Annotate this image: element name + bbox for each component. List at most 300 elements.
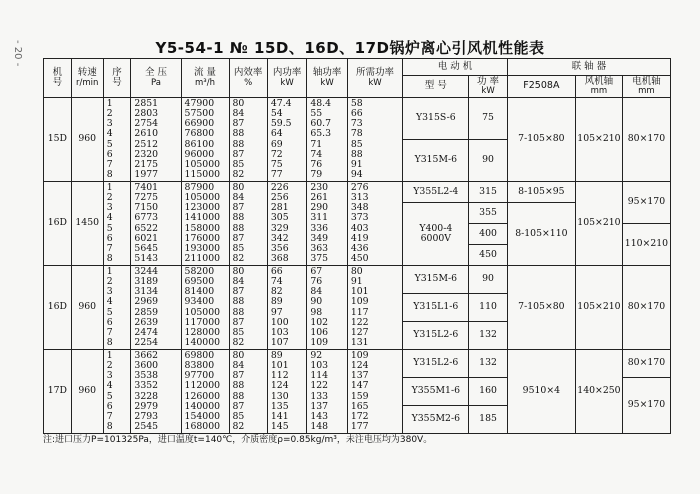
- cell-flow: 97700: [184, 370, 215, 382]
- cell-efficiency: 87: [232, 286, 245, 298]
- cell-pressure: 6522: [134, 222, 159, 234]
- cell-required-power: 88: [350, 148, 363, 160]
- cell-seq-list: [103, 182, 131, 266]
- cell-internal-power-list: [267, 266, 306, 350]
- cell-motor-model: Y400-4 6000V: [403, 203, 469, 266]
- cell-motor-model: Y355M2-6: [403, 406, 469, 434]
- cell-flow-list: [181, 350, 229, 434]
- table-row: [44, 266, 671, 294]
- cell-internal-power: 100: [270, 316, 289, 328]
- cell-motor-power: 75: [469, 98, 507, 140]
- cell-pressure: 6021: [134, 232, 159, 244]
- cell-efficiency: 88: [232, 296, 245, 308]
- cell-pressure: 2545: [134, 420, 159, 432]
- cell-flow: 81400: [184, 286, 215, 298]
- header-coupling-model: F2508A: [507, 76, 575, 98]
- cell-shaft-power: 103: [310, 360, 329, 372]
- cell-seq: 3: [106, 118, 113, 130]
- cell-required-power: 109: [350, 296, 369, 308]
- cell-required-power: 78: [350, 128, 363, 140]
- cell-efficiency: 80: [232, 350, 245, 362]
- cell-shaft-power-list: [307, 350, 348, 434]
- cell-shaft-power-list: [307, 98, 348, 182]
- cell-shaft-power: 106: [310, 326, 329, 338]
- cell-efficiency: 87: [232, 202, 245, 214]
- cell-seq: 5: [106, 390, 113, 402]
- cell-seq: 5: [106, 306, 113, 318]
- cell-flow: 126000: [184, 390, 221, 402]
- header-motor-power: 功 率 kW: [469, 76, 507, 98]
- cell-flow: 105000: [184, 192, 221, 204]
- cell-seq: 6: [106, 316, 113, 328]
- performance-table: [43, 58, 671, 434]
- cell-shaft-power: 349: [310, 232, 329, 244]
- cell-seq: 7: [106, 158, 113, 170]
- cell-seq: 8: [106, 168, 113, 180]
- cell-motor-model: Y315L2-6: [403, 350, 469, 378]
- cell-coupling: 9510×4: [507, 350, 575, 434]
- cell-internal-power: 141: [270, 410, 289, 422]
- cell-motor-power: 355: [469, 203, 507, 224]
- cell-shaft-power: 137: [310, 400, 329, 412]
- cell-required-power: 91: [350, 276, 363, 288]
- cell-pressure: 2754: [134, 118, 159, 130]
- cell-seq: 4: [106, 128, 113, 140]
- cell-motor-model: Y315L2-6: [403, 322, 469, 350]
- cell-internal-power: 130: [270, 390, 289, 402]
- cell-internal-power: 101: [270, 360, 289, 372]
- cell-efficiency: 87: [232, 370, 245, 382]
- cell-internal-power: 66: [270, 266, 283, 278]
- cell-flow: 140000: [184, 336, 221, 348]
- cell-efficiency: 80: [232, 98, 245, 110]
- cell-shaft-power: 363: [310, 242, 329, 254]
- cell-seq: 8: [106, 336, 113, 348]
- cell-model: 17D: [44, 350, 72, 434]
- cell-efficiency-list: [229, 266, 267, 350]
- cell-pressure: 5143: [134, 252, 159, 264]
- cell-internal-power: 77: [270, 168, 283, 180]
- cell-internal-power: 368: [270, 252, 289, 264]
- cell-internal-power: 107: [270, 336, 289, 348]
- cell-motor-power: 90: [469, 140, 507, 182]
- cell-required-power: 313: [350, 192, 369, 204]
- cell-flow: 105000: [184, 306, 221, 318]
- cell-shaft-power-list: [307, 182, 348, 266]
- cell-required-power: 80: [350, 266, 363, 278]
- cell-shaft-power: 143: [310, 410, 329, 422]
- cell-flow: 112000: [184, 380, 221, 392]
- cell-shaft-power: 67: [310, 266, 323, 278]
- cell-flow: 69500: [184, 276, 215, 288]
- cell-flow: 47900: [184, 98, 215, 110]
- cell-efficiency: 88: [232, 138, 245, 150]
- cell-seq: 7: [106, 410, 113, 422]
- cell-speed: 960: [71, 266, 103, 350]
- cell-shaft-power: 109: [310, 336, 329, 348]
- cell-pressure: 3134: [134, 286, 159, 298]
- cell-internal-power: 112: [270, 370, 289, 382]
- cell-pressure: 3600: [134, 360, 159, 372]
- cell-flow: 154000: [184, 410, 221, 422]
- cell-required-power-list: [347, 182, 402, 266]
- cell-fan-shaft: 105×210: [575, 98, 622, 182]
- cell-required-power-list: [347, 350, 402, 434]
- cell-seq: 6: [106, 148, 113, 160]
- cell-pressure: 2474: [134, 326, 159, 338]
- cell-speed: 1450: [71, 182, 103, 266]
- cell-seq: 2: [106, 276, 113, 288]
- cell-motor-power: 400: [469, 224, 507, 245]
- cell-motor-shaft: 110×210: [622, 224, 670, 266]
- cell-motor-power: 185: [469, 406, 507, 434]
- cell-required-power: 373: [350, 212, 369, 224]
- cell-shaft-power: 98: [310, 306, 323, 318]
- cell-flow: 128000: [184, 326, 221, 338]
- cell-required-power: 85: [350, 138, 363, 150]
- cell-efficiency: 80: [232, 182, 245, 194]
- cell-motor-shaft: 95×170: [622, 378, 670, 434]
- cell-seq: 6: [106, 232, 113, 244]
- cell-seq: 1: [106, 182, 113, 194]
- header-required-power: 所需功率 kW: [347, 59, 402, 98]
- header-speed: 转速 r/min: [71, 59, 103, 98]
- cell-seq: 8: [106, 252, 113, 264]
- cell-required-power: 131: [350, 336, 369, 348]
- cell-flow: 66900: [184, 118, 215, 130]
- cell-internal-power: 89: [270, 350, 283, 362]
- header-motor-model: 型 号: [403, 76, 469, 98]
- cell-flow: 96000: [184, 148, 215, 160]
- cell-required-power: 122: [350, 316, 369, 328]
- cell-seq: 1: [106, 266, 113, 278]
- cell-required-power: 58: [350, 98, 363, 110]
- cell-shaft-power: 74: [310, 148, 323, 160]
- cell-pressure: 2803: [134, 108, 159, 120]
- cell-coupling: 8-105×95: [507, 182, 575, 203]
- cell-motor-power: 90: [469, 266, 507, 294]
- cell-shaft-power: 55: [310, 108, 323, 120]
- cell-flow: 141000: [184, 212, 221, 224]
- cell-pressure: 7401: [134, 182, 159, 194]
- cell-model: 15D: [44, 98, 72, 182]
- cell-required-power: 109: [350, 350, 369, 362]
- cell-required-power: 177: [350, 420, 369, 432]
- cell-required-power: 276: [350, 182, 369, 194]
- cell-shaft-power: 230: [310, 182, 329, 194]
- cell-required-power-list: [347, 266, 402, 350]
- cell-shaft-power: 90: [310, 296, 323, 308]
- cell-motor-power: 160: [469, 378, 507, 406]
- cell-shaft-power: 148: [310, 420, 329, 432]
- cell-motor-model: Y355L2-4: [403, 182, 469, 203]
- cell-required-power: 436: [350, 242, 369, 254]
- cell-efficiency: 88: [232, 306, 245, 318]
- cell-flow: 123000: [184, 202, 221, 214]
- cell-shaft-power: 133: [310, 390, 329, 402]
- cell-flow: 93400: [184, 296, 215, 308]
- cell-pressure: 2851: [134, 98, 159, 110]
- cell-seq: 4: [106, 296, 113, 308]
- cell-shaft-power: 375: [310, 252, 329, 264]
- cell-seq: 5: [106, 138, 113, 150]
- header-model: 机 号: [44, 59, 72, 98]
- cell-pressure: 3538: [134, 370, 159, 382]
- cell-pressure: 2512: [134, 138, 159, 150]
- cell-motor-power: 132: [469, 350, 507, 378]
- cell-model: 16D: [44, 266, 72, 350]
- cell-motor-shaft: 80×170: [622, 98, 670, 182]
- cell-efficiency: 84: [232, 192, 245, 204]
- cell-shaft-power: 76: [310, 276, 323, 288]
- cell-seq: 6: [106, 400, 113, 412]
- cell-flow: 140000: [184, 400, 221, 412]
- cell-efficiency: 82: [232, 336, 245, 348]
- cell-internal-power: 54: [270, 108, 283, 120]
- cell-required-power: 127: [350, 326, 369, 338]
- cell-internal-power: 72: [270, 148, 283, 160]
- cell-efficiency: 85: [232, 242, 245, 254]
- cell-motor-power: 132: [469, 322, 507, 350]
- cell-efficiency: 88: [232, 212, 245, 224]
- cell-required-power: 73: [350, 118, 363, 130]
- cell-shaft-power: 261: [310, 192, 329, 204]
- cell-internal-power: 64: [270, 128, 283, 140]
- cell-internal-power-list: [267, 350, 306, 434]
- cell-flow: 86100: [184, 138, 215, 150]
- cell-pressure: 3244: [134, 266, 159, 278]
- cell-motor-model: Y355M1-6: [403, 378, 469, 406]
- cell-efficiency: 88: [232, 380, 245, 392]
- cell-efficiency: 82: [232, 420, 245, 432]
- cell-pressure-list: [131, 98, 181, 182]
- cell-shaft-power-list: [307, 266, 348, 350]
- cell-seq: 1: [106, 98, 113, 110]
- cell-flow-list: [181, 98, 229, 182]
- cell-pressure: 6773: [134, 212, 159, 224]
- cell-coupling: 8-105×110: [507, 203, 575, 266]
- cell-flow: 158000: [184, 222, 221, 234]
- cell-required-power: 137: [350, 370, 369, 382]
- cell-internal-power: 59.5: [270, 118, 292, 130]
- cell-flow: 83800: [184, 360, 215, 372]
- cell-seq-list: [103, 350, 131, 434]
- cell-pressure: 2320: [134, 148, 159, 160]
- header-motor-shaft: 电机轴 mm: [622, 76, 670, 98]
- cell-shaft-power: 114: [310, 370, 329, 382]
- page-number: - 20 -: [12, 40, 23, 67]
- cell-flow: 87900: [184, 182, 215, 194]
- cell-flow: 211000: [184, 252, 221, 264]
- cell-flow: 57500: [184, 108, 215, 120]
- cell-flow: 76800: [184, 128, 215, 140]
- cell-required-power: 94: [350, 168, 363, 180]
- cell-required-power: 419: [350, 232, 369, 244]
- cell-pressure: 3352: [134, 380, 159, 392]
- cell-required-power: 66: [350, 108, 363, 120]
- cell-seq: 5: [106, 222, 113, 234]
- cell-flow: 193000: [184, 242, 221, 254]
- cell-internal-power: 342: [270, 232, 289, 244]
- cell-seq: 1: [106, 350, 113, 362]
- page-title: Y5-54-1 № 15D、16D、17D锅炉离心引风机性能表: [155, 39, 545, 57]
- cell-pressure: 2254: [134, 336, 159, 348]
- cell-flow-list: [181, 266, 229, 350]
- cell-shaft-power: 290: [310, 202, 329, 214]
- cell-model: 16D: [44, 182, 72, 266]
- cell-seq: 3: [106, 202, 113, 214]
- cell-seq: 3: [106, 370, 113, 382]
- cell-efficiency: 87: [232, 316, 245, 328]
- header-seq: 序 号: [103, 59, 131, 98]
- header-motor: 电 动 机: [403, 59, 507, 76]
- cell-seq: 2: [106, 108, 113, 120]
- cell-efficiency: 87: [232, 118, 245, 130]
- cell-efficiency: 84: [232, 276, 245, 288]
- cell-internal-power: 69: [270, 138, 283, 150]
- cell-required-power: 91: [350, 158, 363, 170]
- cell-internal-power: 281: [270, 202, 289, 214]
- cell-required-power: 172: [350, 410, 369, 422]
- cell-pressure-list: [131, 266, 181, 350]
- cell-motor-model: Y315M-6: [403, 266, 469, 294]
- cell-motor-shaft: 80×170: [622, 350, 670, 378]
- cell-pressure: 2175: [134, 158, 159, 170]
- cell-fan-shaft: 105×210: [575, 182, 622, 266]
- cell-internal-power: 103: [270, 326, 289, 338]
- cell-shaft-power: 71: [310, 138, 323, 150]
- cell-required-power: 124: [350, 360, 369, 372]
- cell-internal-power: 226: [270, 182, 289, 194]
- cell-efficiency-list: [229, 182, 267, 266]
- cell-seq: 4: [106, 380, 113, 392]
- cell-seq-list: [103, 98, 131, 182]
- cell-seq: 4: [106, 212, 113, 224]
- cell-shaft-power: 84: [310, 286, 323, 298]
- table-row: [44, 98, 671, 140]
- cell-shaft-power: 336: [310, 222, 329, 234]
- cell-efficiency: 88: [232, 390, 245, 402]
- cell-seq-list: [103, 266, 131, 350]
- cell-internal-power: 356: [270, 242, 289, 254]
- cell-flow: 105000: [184, 158, 221, 170]
- cell-internal-power: 75: [270, 158, 283, 170]
- cell-motor-power: 315: [469, 182, 507, 203]
- table-row: [44, 182, 671, 203]
- cell-seq: 2: [106, 192, 113, 204]
- cell-internal-power-list: [267, 182, 306, 266]
- header-flow: 流 量 m³/h: [181, 59, 229, 98]
- cell-pressure-list: [131, 182, 181, 266]
- cell-fan-shaft: 105×210: [575, 266, 622, 350]
- cell-flow: 176000: [184, 232, 221, 244]
- cell-efficiency-list: [229, 98, 267, 182]
- cell-motor-model: Y315S-6: [403, 98, 469, 140]
- cell-pressure: 1977: [134, 168, 159, 180]
- cell-efficiency: 82: [232, 168, 245, 180]
- cell-pressure: 2610: [134, 128, 159, 140]
- cell-fan-shaft: 140×250: [575, 350, 622, 434]
- cell-pressure: 2979: [134, 400, 159, 412]
- cell-seq: 3: [106, 286, 113, 298]
- cell-efficiency: 88: [232, 128, 245, 140]
- header-shaft-power: 轴功率 kW: [307, 59, 348, 98]
- cell-seq: 7: [106, 326, 113, 338]
- cell-shaft-power: 122: [310, 380, 329, 392]
- cell-pressure: 2793: [134, 410, 159, 422]
- table-row: [44, 350, 671, 378]
- cell-required-power: 165: [350, 400, 369, 412]
- cell-pressure-list: [131, 350, 181, 434]
- header-fan-shaft: 风机轴 mm: [575, 76, 622, 98]
- cell-efficiency: 80: [232, 266, 245, 278]
- cell-speed: 960: [71, 350, 103, 434]
- cell-coupling: 7-105×80: [507, 98, 575, 182]
- cell-required-power: 450: [350, 252, 369, 264]
- cell-flow-list: [181, 182, 229, 266]
- cell-efficiency: 87: [232, 400, 245, 412]
- cell-speed: 960: [71, 98, 103, 182]
- cell-flow: 115000: [184, 168, 221, 180]
- cell-shaft-power: 311: [310, 212, 329, 224]
- cell-efficiency: 82: [232, 252, 245, 264]
- cell-internal-power: 135: [270, 400, 289, 412]
- cell-pressure: 3189: [134, 276, 159, 288]
- cell-efficiency: 84: [232, 360, 245, 372]
- cell-shaft-power: 79: [310, 168, 323, 180]
- cell-internal-power: 329: [270, 222, 289, 234]
- cell-efficiency: 84: [232, 108, 245, 120]
- cell-required-power: 117: [350, 306, 369, 318]
- cell-required-power: 159: [350, 390, 369, 402]
- cell-shaft-power: 60.7: [310, 118, 332, 130]
- cell-required-power: 348: [350, 202, 369, 214]
- cell-efficiency: 85: [232, 410, 245, 422]
- cell-coupling: 7-105×80: [507, 266, 575, 350]
- cell-required-power-list: [347, 98, 402, 182]
- cell-internal-power: 89: [270, 296, 283, 308]
- cell-shaft-power: 65.3: [310, 128, 332, 140]
- footnote: 注:进口压力P=101325Pa，进口温度t=140℃，介质密度ρ=0.85kg/m³，未注电压均为380V。: [43, 435, 433, 445]
- cell-efficiency: 85: [232, 326, 245, 338]
- cell-internal-power: 74: [270, 276, 283, 288]
- cell-shaft-power: 48.4: [310, 98, 332, 110]
- cell-required-power: 101: [350, 286, 369, 298]
- cell-seq: 7: [106, 242, 113, 254]
- cell-internal-power: 97: [270, 306, 283, 318]
- cell-internal-power: 305: [270, 212, 289, 224]
- cell-required-power: 147: [350, 380, 369, 392]
- header-pressure: 全 压 Pa: [131, 59, 181, 98]
- cell-shaft-power: 76: [310, 158, 323, 170]
- cell-shaft-power: 102: [310, 316, 329, 328]
- cell-internal-power: 82: [270, 286, 283, 298]
- cell-pressure: 7275: [134, 192, 159, 204]
- cell-efficiency-list: [229, 350, 267, 434]
- cell-pressure: 7150: [134, 202, 159, 214]
- cell-motor-model: Y315M-6: [403, 140, 469, 182]
- cell-internal-power: 145: [270, 420, 289, 432]
- cell-internal-power: 47.4: [270, 98, 292, 110]
- header-internal-power: 内功率 kW: [267, 59, 306, 98]
- cell-pressure: 2859: [134, 306, 159, 318]
- cell-pressure: 2639: [134, 316, 159, 328]
- cell-seq: 8: [106, 420, 113, 432]
- cell-motor-power: 450: [469, 245, 507, 266]
- cell-pressure: 3662: [134, 350, 159, 362]
- cell-motor-model: Y315L1-6: [403, 294, 469, 322]
- cell-internal-power: 256: [270, 192, 289, 204]
